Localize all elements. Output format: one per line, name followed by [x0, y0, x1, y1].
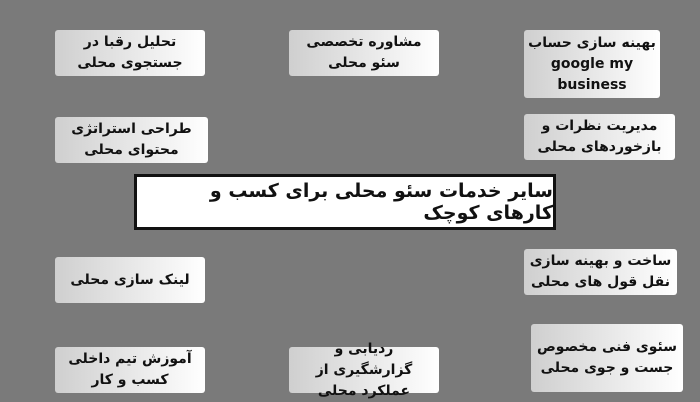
node-local-citations [524, 249, 677, 295]
node-label: آموزش تیم داخلی کسب و کار [68, 351, 192, 388]
node-label: طراحی استراتژی محتوای محلی [71, 121, 192, 158]
node-label: مدیریت نظرات و بازخوردهای محلی [537, 118, 662, 155]
node-label: ساخت و بهینه سازی نقل قول های محلی [529, 253, 672, 290]
node-label: ردیابی و گزارشگیری از عملکرد محلی [315, 340, 413, 399]
node-local-competitor-analysis [55, 30, 205, 76]
node-technical-local-seo [531, 324, 683, 392]
node-local-seo-consulting [289, 30, 439, 76]
node-google-my-business [524, 30, 660, 98]
node-in-house-team-training [55, 347, 205, 393]
central-title-text: سایر خدمات سئو محلی برای کسب و کارهای کوچک [209, 180, 553, 224]
diagram-central-title [134, 174, 556, 230]
node-label: تحلیل رقبا در جستجوی محلی [77, 34, 183, 71]
node-label: لینک سازی محلی [70, 271, 190, 288]
node-label: سئوی فنی مخصوص جست و جوی محلی [536, 339, 678, 376]
node-label: مشاوره تخصصی سئو محلی [306, 34, 422, 71]
node-local-content-strategy [55, 117, 208, 163]
node-reviews-management [524, 114, 675, 160]
node-label: بهینه سازی حساب google my business [528, 34, 656, 93]
node-tracking-reporting [289, 340, 439, 399]
node-local-link-building [55, 257, 205, 303]
